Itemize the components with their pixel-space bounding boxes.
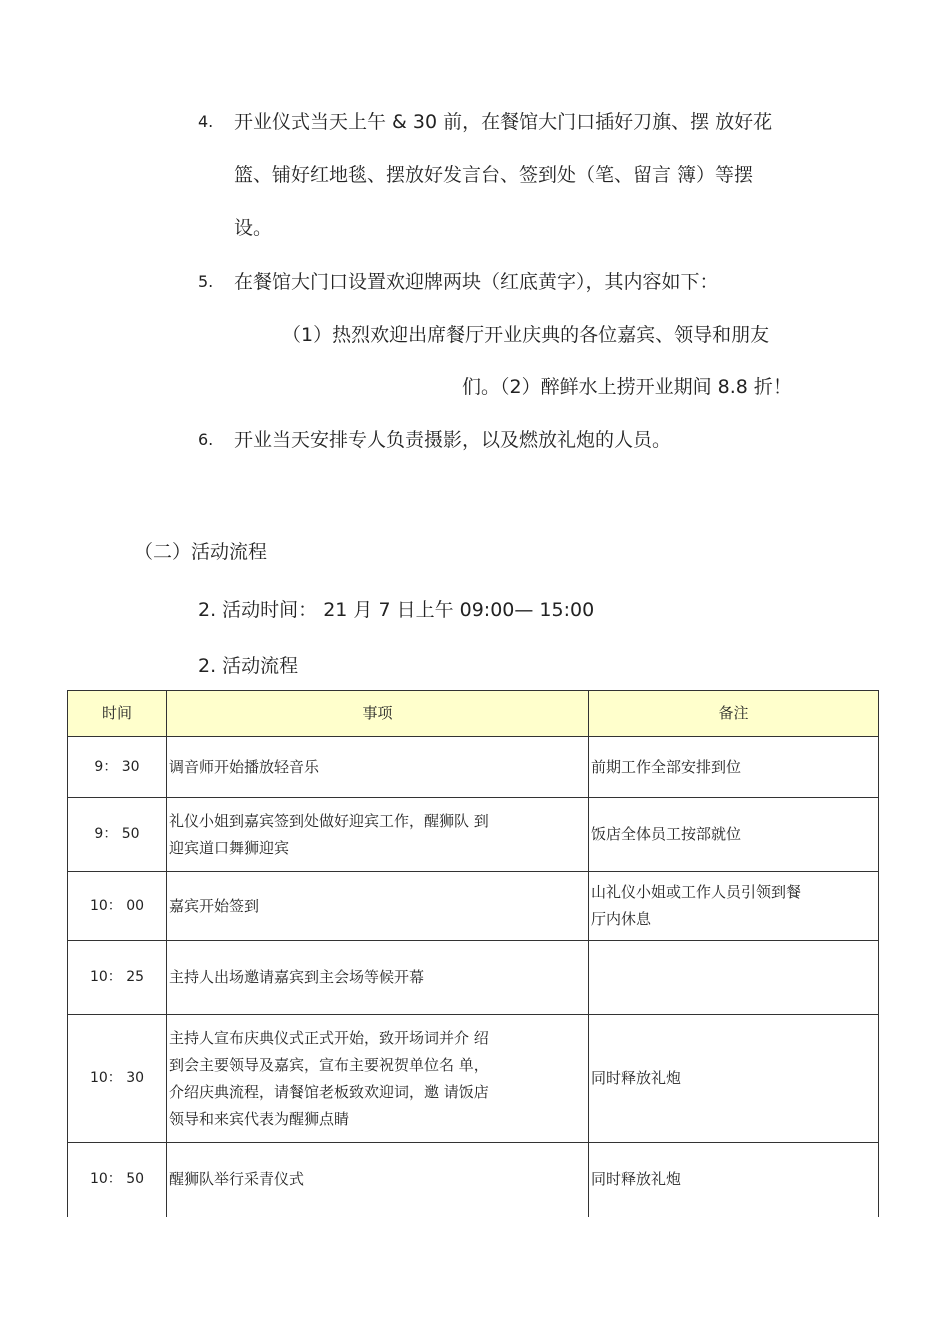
- item-4-number: 4.: [198, 112, 214, 131]
- row-item: [167, 1015, 589, 1143]
- row-item: [167, 872, 589, 941]
- row-note: [589, 737, 879, 798]
- item-4-line-2: 篮、铺好红地毯、摆放好发言台、签到处（笔、留言 簿）等摆: [234, 164, 754, 186]
- table-row: [68, 941, 879, 1015]
- row-time: 10： 25: [68, 941, 167, 1015]
- row-note-line: 山礼仪小姐或工作人员引领到餐: [591, 883, 802, 901]
- row-note-line: 同时释放礼炮: [591, 1170, 682, 1189]
- row-note-line: 饭店全体员工按部就位: [591, 825, 742, 843]
- section-title: （二）活动流程: [134, 541, 268, 563]
- header-note: 备注: [589, 691, 879, 737]
- row-item: [167, 941, 589, 1015]
- row-item-line: 礼仪小姐到嘉宾签到处做好迎宾工作，醒狮队 到: [169, 811, 489, 830]
- item-4-line-3: 设。: [234, 217, 273, 239]
- item-6-line-1: 开业当天安排专人负责摄影，以及燃放礼炮的人员。: [234, 429, 672, 451]
- row-item-line: 醒狮队举行采青仪式: [169, 1170, 305, 1189]
- row-item-line: 调音师开始播放轻音乐: [169, 757, 320, 776]
- table-row: [68, 872, 879, 941]
- table-row: [68, 1143, 879, 1217]
- row-note-line: 同时释放礼炮: [591, 1069, 682, 1087]
- row-time: 9： 30: [68, 737, 167, 798]
- row-item-line: 主持人宣布庆典仪式正式开始，致开场词并介 绍: [169, 1028, 489, 1047]
- sign-content-line-1: （1）热烈欢迎出席餐厅开业庆典的各位嘉宾、领导和朋友: [282, 324, 770, 346]
- row-item-line: 嘉宾开始签到: [169, 896, 260, 915]
- row-item-line: 介绍庆典流程，请餐馆老板致欢迎词，邀 请饭店: [169, 1082, 489, 1101]
- row-note: [589, 798, 879, 872]
- row-time: 10： 00: [68, 872, 167, 941]
- row-item: [167, 737, 589, 798]
- header-item: 事项: [167, 691, 589, 737]
- row-note-line: 前期工作全部安排到位: [591, 757, 742, 776]
- row-time: 10： 30: [68, 1015, 167, 1143]
- activity-time: 2. 活动时间： 21 月 7 日上午 09:00— 15:00: [198, 599, 595, 621]
- row-item-line: 领导和来宾代表为醒狮点睛: [169, 1109, 350, 1128]
- item-5-line-1: 在餐馆大门口设置欢迎牌两块（红底黄字），其内容如下：: [234, 271, 719, 293]
- item-4-line-1: 开业仪式当天上午 & 30 前，在餐馆大门口插好刀旗、摆 放好花: [234, 111, 773, 133]
- flow-title: 2. 活动流程: [198, 655, 299, 677]
- schedule-table: [67, 690, 879, 1217]
- row-time: 10： 50: [68, 1143, 167, 1217]
- row-note: [589, 1015, 879, 1143]
- row-item-line: 迎宾道口舞狮迎宾: [169, 838, 290, 857]
- table-row: [68, 737, 879, 798]
- table-row: [68, 1015, 879, 1143]
- row-item: [167, 1143, 589, 1217]
- row-note: [589, 941, 879, 1015]
- row-note: [589, 872, 879, 941]
- header-time: 时间: [68, 691, 167, 737]
- row-item: [167, 798, 589, 872]
- table-header-row: [68, 691, 879, 737]
- sign-content-line-2: 们。（2）醉鲜水上捞开业期间 8.8 折！: [462, 376, 792, 398]
- table-row: [68, 798, 879, 872]
- row-item-line: 主持人出场邀请嘉宾到主会场等候开幕: [169, 968, 425, 986]
- row-item-line: 到会主要领导及嘉宾，宣布主要祝贺单位名 单，: [169, 1055, 489, 1074]
- row-time: 9： 50: [68, 798, 167, 872]
- row-note: [589, 1143, 879, 1217]
- row-note-line: 厅内休息: [591, 910, 652, 928]
- item-6-number: 6.: [198, 430, 214, 449]
- item-5-number: 5.: [198, 272, 214, 291]
